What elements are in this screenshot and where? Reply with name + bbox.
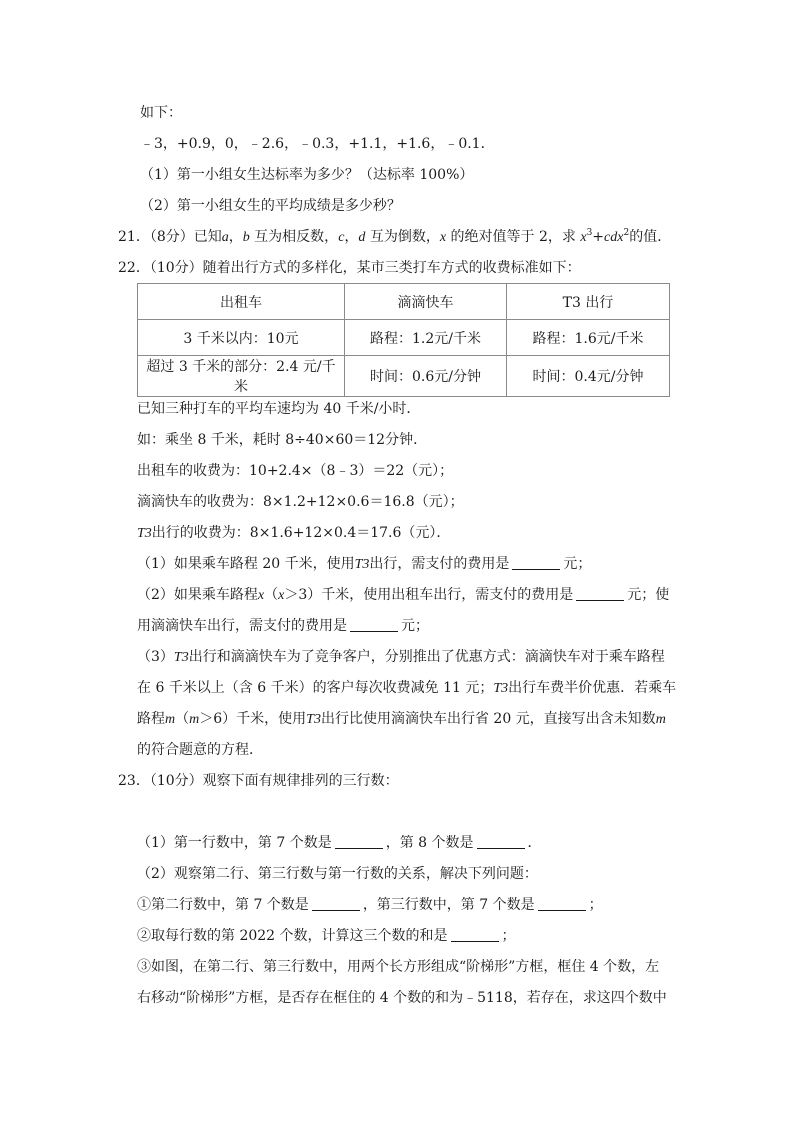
intro-tail: 如下： <box>140 105 182 121</box>
answer-blank <box>350 617 398 632</box>
q22-taxi-fee: 出租车的收费为：10+2.4×（8﹣3）＝22（元）； <box>137 463 454 479</box>
table-cell: 3 千米以内：10元 <box>138 320 345 356</box>
answer-blank <box>477 834 525 849</box>
answer-blank <box>451 927 499 942</box>
q22-t3-fee: T3出行的收费为：8×1.6+12×0.4＝17.6（元）． <box>137 525 451 541</box>
table-cell: 路程：1.2元/千米 <box>345 320 507 356</box>
q22-didi-fee: 滴滴快车的收费为：8×1.2+12×0.6＝16.8（元）； <box>137 494 464 510</box>
table-cell: 路程：1.6元/千米 <box>507 320 670 356</box>
q22-part1: （1）如果乘车路程 20 千米，使用T3出行，需支付的费用是 元； <box>137 556 592 572</box>
q22-known: 已知三种打车的平均车速均为 40 千米/小时． <box>137 401 421 417</box>
q22-part3-cont1: 在 6 千米以上（含 6 千米）的客户每次收费减免 11 元；T3出行车费半价优惠．若乘车 <box>137 680 677 696</box>
q22-part2-cont: 用滴滴快车出行，需支付的费用是 元； <box>137 618 429 634</box>
q23-sub3-cont: 右移动“阶梯形”方框，是否存在框住的 4 个数的和为﹣5118，若存在，求这四个数中 <box>137 990 667 1006</box>
table-cell: 超过 3 千米的部分：2.4 元/千米 <box>138 356 345 397</box>
fee-table <box>137 283 670 397</box>
q23-title: 23．（10分）观察下面有规律排列的三行数： <box>118 773 399 789</box>
q23-part2: （2）观察第二行、第三行数与第一行数的关系，解决下列问题： <box>137 866 538 882</box>
header-didi: 滴滴快车 <box>345 284 507 320</box>
answer-blank <box>576 586 624 601</box>
header-taxi: 出租车 <box>138 284 345 320</box>
table-row <box>138 320 670 356</box>
answer-blank <box>538 896 586 911</box>
q20-part1: （1）第一小组女生达标率为多少？（达标率 100%） <box>140 167 474 183</box>
q20-part2: （2）第一小组女生的平均成绩是多少秒？ <box>140 198 401 214</box>
table-header-row <box>138 284 670 320</box>
q22-part3-cont2: 路程m（m＞6）千米，使用T3出行比使用滴滴快车出行省 20 元，直接写出含未知数m <box>137 711 666 727</box>
q23-sub2: ②取每行数的第 2022 个数，计算这三个数的和是 ； <box>137 928 516 944</box>
q23-part1: （1）第一行数中，第 7 个数是 ，第 8 个数是 ． <box>137 835 542 851</box>
q23-sub3: ③如图，在第二行、第三行数中，用两个长方形组成“阶梯形”方框，框住 4 个数，左 <box>137 959 660 975</box>
q22-part3-cont3: 的符合题意的方程． <box>137 742 263 758</box>
answer-blank <box>512 555 560 570</box>
q22-part2: （2）如果乘车路程x（x＞3）千米，使用出租车出行，需支付的费用是 元；使 <box>137 587 670 603</box>
q23-sub1: ①第二行数中，第 7 个数是 ，第三行数中，第 7 个数是 ； <box>137 897 603 913</box>
table-row <box>138 356 670 397</box>
answer-blank <box>335 834 383 849</box>
table-cell: 时间：0.4元/分钟 <box>507 356 670 397</box>
table-cell: 时间：0.6元/分钟 <box>345 356 507 397</box>
q22-part3: （3）T3出行和滴滴快车为了竞争客户，分别推出了优惠方式：滴滴快车对于乘车路程 <box>137 649 665 665</box>
header-t3: T3 出行 <box>507 284 670 320</box>
q22-example: 如：乘坐 8 千米，耗时 8÷40×60＝12分钟． <box>137 432 428 448</box>
answer-blank <box>312 896 360 911</box>
q21-text: 21．（8分）已知a，b 互为相反数，c，d 互为倒数，x 的绝对值等于 2，求 $x^3+cdx^2$的值． <box>118 228 672 245</box>
q22-title: 22．（10分）随着出行方式的多样化，某市三类打车方式的收费标准如下： <box>118 260 581 276</box>
score-list: ﹣3，+0.9，0，﹣2.6，﹣0.3，+1.1，+1.6，﹣0.1． <box>140 136 495 152</box>
